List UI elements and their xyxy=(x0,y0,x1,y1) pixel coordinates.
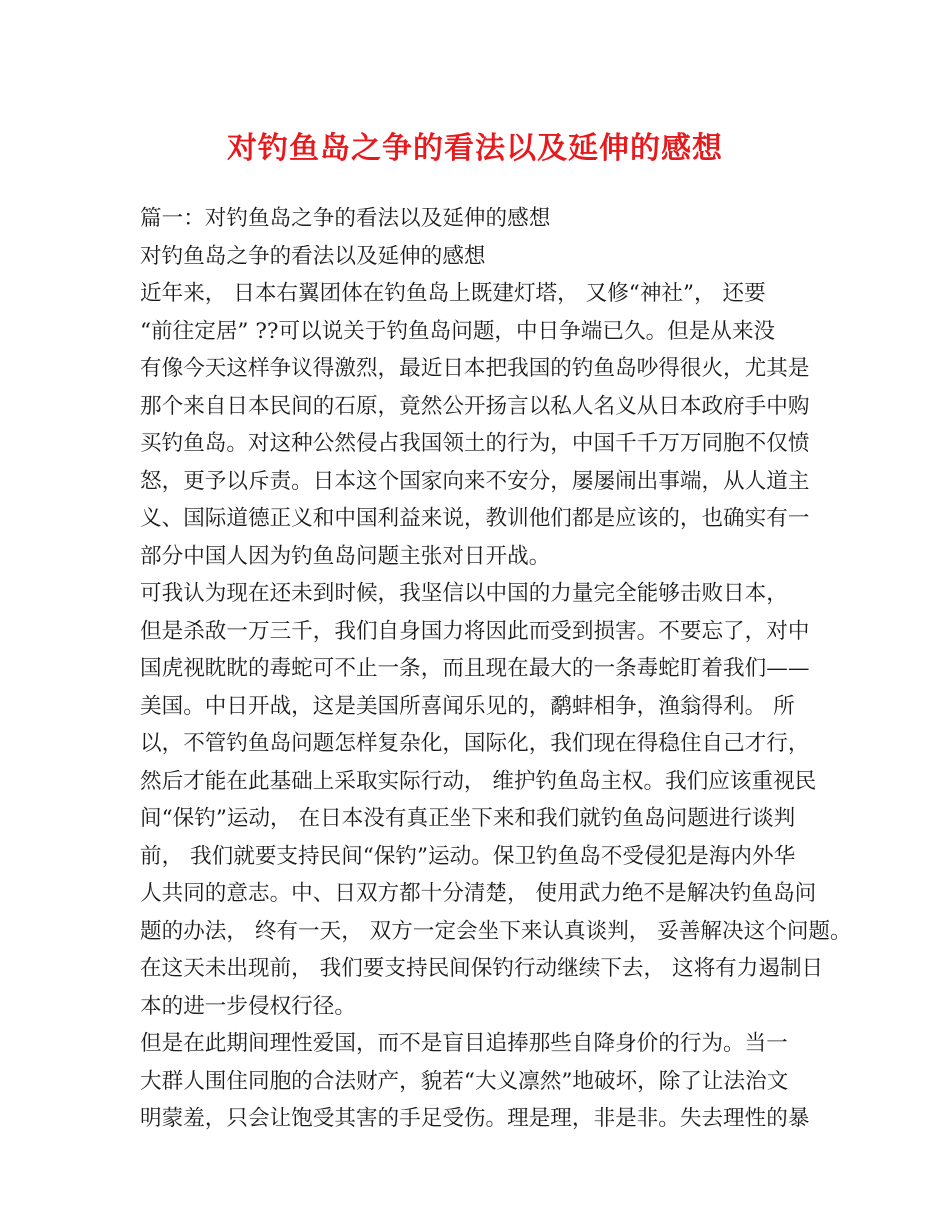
text-line: 有像今天这样争议得激烈，最近日本把我国的钓鱼岛吵得很火，尤其是 xyxy=(140,356,810,381)
text-line: 篇一：对钓鱼岛之争的看法以及延伸的感想 xyxy=(140,206,551,231)
text-line: 美国。中日开战，这是美国所喜闻乐见的，鹬蚌相争，渔翁得利。 所 xyxy=(140,693,795,719)
text-line: 题的办法， 终有一天， 双方一定会坐下来认真谈判， 妥善解决这个问题。 xyxy=(140,918,852,944)
text-line: 国虎视眈眈的毒蛇可不止一条，而且现在最大的一条毒蛇盯着我们—— xyxy=(140,656,810,681)
text-line: 买钓鱼岛。对这种公然侵占我国领土的行为，中国千千万万同胞不仅愤 xyxy=(140,431,810,456)
document-body xyxy=(140,200,852,1138)
text-line: “前往定居” ??可以说关于钓鱼岛问题，中日争端已久。但是从来没 xyxy=(140,318,776,344)
text-line: 前， 我们就要支持民间“保钓”运动。保卫钓鱼岛不受侵犯是海内外华 xyxy=(140,843,796,869)
text-line: 在这天未出现前， 我们要支持民间保钓行动继续下去， 这将有力遏制日 xyxy=(140,956,824,981)
text-line: 大群人围住同胞的合法财产，貌若“大义凛然”地破坏，除了让法治文 xyxy=(140,1068,789,1094)
text-line: 然后才能在此基础上采取实际行动， 维护钓鱼岛主权。我们应该重视民 xyxy=(140,768,817,794)
document-title: 对钓鱼岛之争的看法以及延伸的感想 xyxy=(227,131,723,166)
text-line: 本的进一步侵权行径。 xyxy=(140,993,356,1019)
text-line: 间“保钓”运动， 在日本没有真正坐下来和我们就钓鱼岛问题进行谈判 xyxy=(140,806,796,831)
text-line: 部分中国人因为钓鱼岛问题主张对日开战。 xyxy=(140,543,551,569)
text-line: 以，不管钓鱼岛问题怎样复杂化，国际化，我们现在得稳住自己才行， xyxy=(140,731,810,756)
text-line: 可我认为现在还未到时候，我坚信以中国的力量完全能够击败日本， xyxy=(140,581,788,606)
text-line: 怒，更予以斥责。日本这个国家向来不安分，屡屡闹出事端，从人道主 xyxy=(140,468,810,494)
text-line: 人共同的意志。中、日双方都十分清楚， 使用武力绝不是解决钓鱼岛问 xyxy=(140,881,817,906)
text-line: 义、国际道德正义和中国利益来说，教训他们都是应该的，也确实有一 xyxy=(140,506,810,531)
text-line: 那个来自日本民间的石原，竟然公开扬言以私人名义从日本政府手中购 xyxy=(140,393,810,419)
text-line: 对钓鱼岛之争的看法以及延伸的感想 xyxy=(140,243,486,269)
text-line: 明蒙羞，只会让饱受其害的手足受伤。理是理，非是非。失去理性的暴 xyxy=(140,1106,810,1131)
text-line: 但是在此期间理性爱国，而不是盲目追捧那些自降身价的行为。当一 xyxy=(140,1031,788,1056)
text-line: 近年来， 日本右翼团体在钓鱼岛上既建灯塔， 又修“神社”， 还要 xyxy=(140,281,766,306)
text-line: 但是杀敌一万三千，我们自身国力将因此而受到损害。不要忘了，对中 xyxy=(140,618,810,644)
